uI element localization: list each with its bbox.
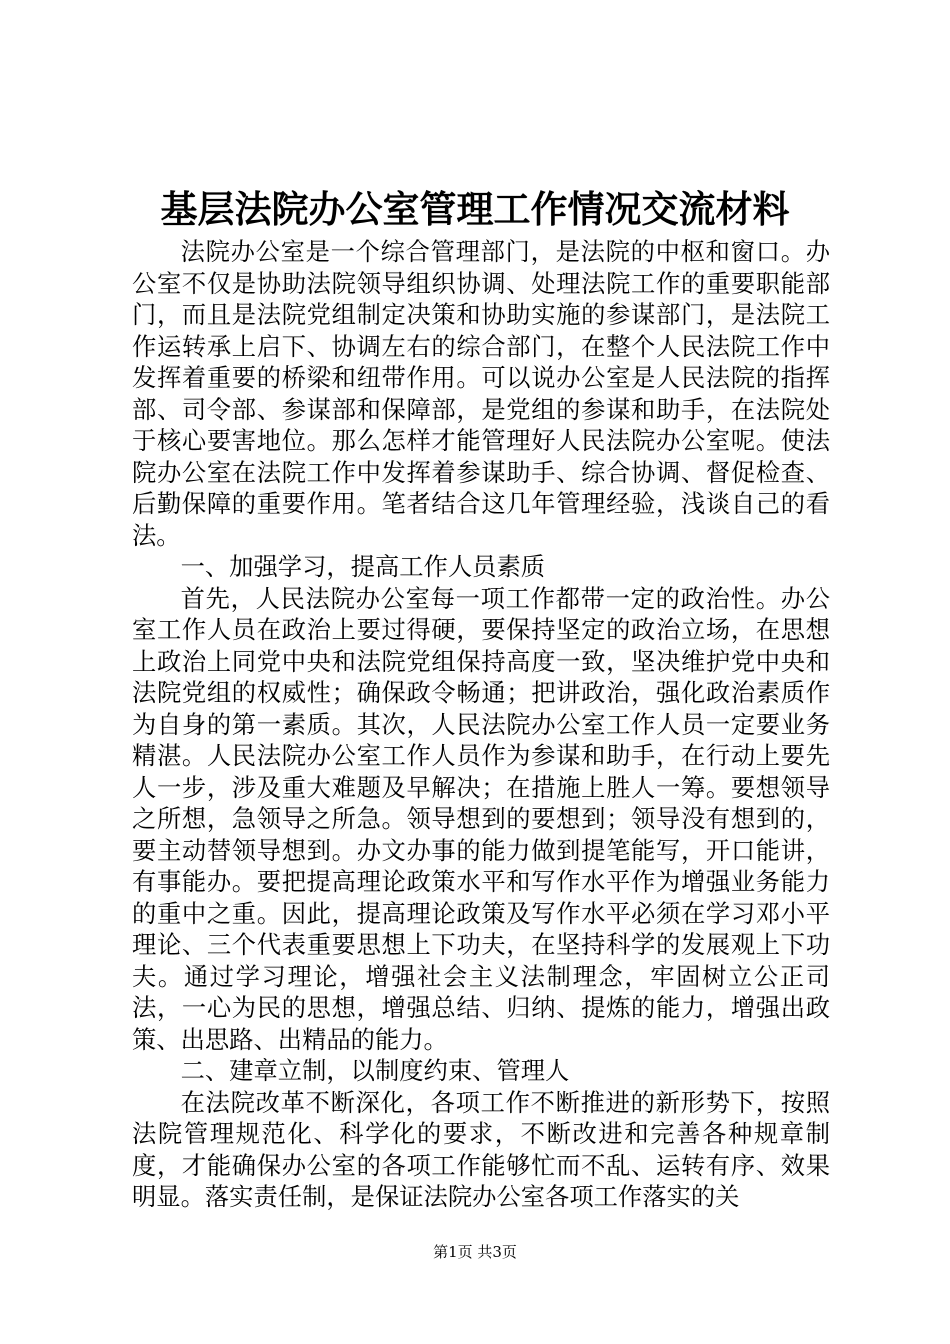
document-title: 基层法院办公室管理工作情况交流材料 bbox=[160, 187, 790, 231]
section-heading-2: 二、建章立制，以制度约束、管理人 bbox=[180, 1056, 570, 1085]
section-heading-1: 一、加强学习，提高工作人员素质 bbox=[180, 552, 546, 581]
paragraph-section-2: 在法院改革不断深化，各项工作不断推进的新形势下，按照法院管理规范化、科学化的要求，不断改进和完善各种规章制度，才能确保办公室的各项工作能够忙而不乱、运转有序、效果明显。落实责任制，是保证法院办公室各项工作落实的关 bbox=[132, 1087, 830, 1211]
paragraph-intro: 法院办公室是一个综合管理部门，是法院的中枢和窗口。办公室不仅是协助法院领导组织协调、处理法院工作的重要职能部门，而且是法院党组制定决策和协助实施的参谋部门，是法院工作运转承上启下、协调左右的综合部门，在整个人民法院工作中发挥着重要的桥梁和纽带作用。可以说办公室是人民法院的指挥部、司令部、参谋部和保障部，是党组的参谋和助手，在法院处于核心要害地位。那么怎样才能管理好人民法院办公室呢。使法院办公室在法院工作中发挥着参谋助手、综合协调、督促检查、后勤保障的重要作用。笔者结合这几年管理经验，浅谈自己的看法。 bbox=[132, 237, 830, 550]
paragraph-section-1: 首先，人民法院办公室每一项工作都带一定的政治性。办公室工作人员在政治上要过得硬，要保持坚定的政治立场，在思想上政治上同党中央和法院党组保持高度一致，坚决维护党中央和法院党组的权威性；确保政令畅通；把讲政治，强化政治素质作为自身的第一素质。其次，人民法院办公室工作人员一定要业务精湛。人民法院办公室工作人员作为参谋和助手，在行动上要先人一步，涉及重大难题及早解决；在措施上胜人一筹。要想领导之所想，急领导之所急。领导想到的要想到；领导没有想到的，要主动替领导想到。办文办事的能力做到提笔能写，开口能讲，有事能办。要把提高理论政策水平和写作水平作为增强业务能力的重中之重。因此，提高理论政策及写作水平必须在学习邓小平理论、三个代表重要思想上下功夫，在坚持科学的发展观上下功夫。通过学习理论，增强社会主义法制理念，牢固树立公正司法，一心为民的思想，增强总结、归纳、提炼的能力，增强出政策、出思路、出精品的能力。 bbox=[132, 583, 830, 1054]
document-body bbox=[132, 236, 830, 1213]
page-footer: 第1页 共3页 bbox=[433, 1243, 517, 1261]
